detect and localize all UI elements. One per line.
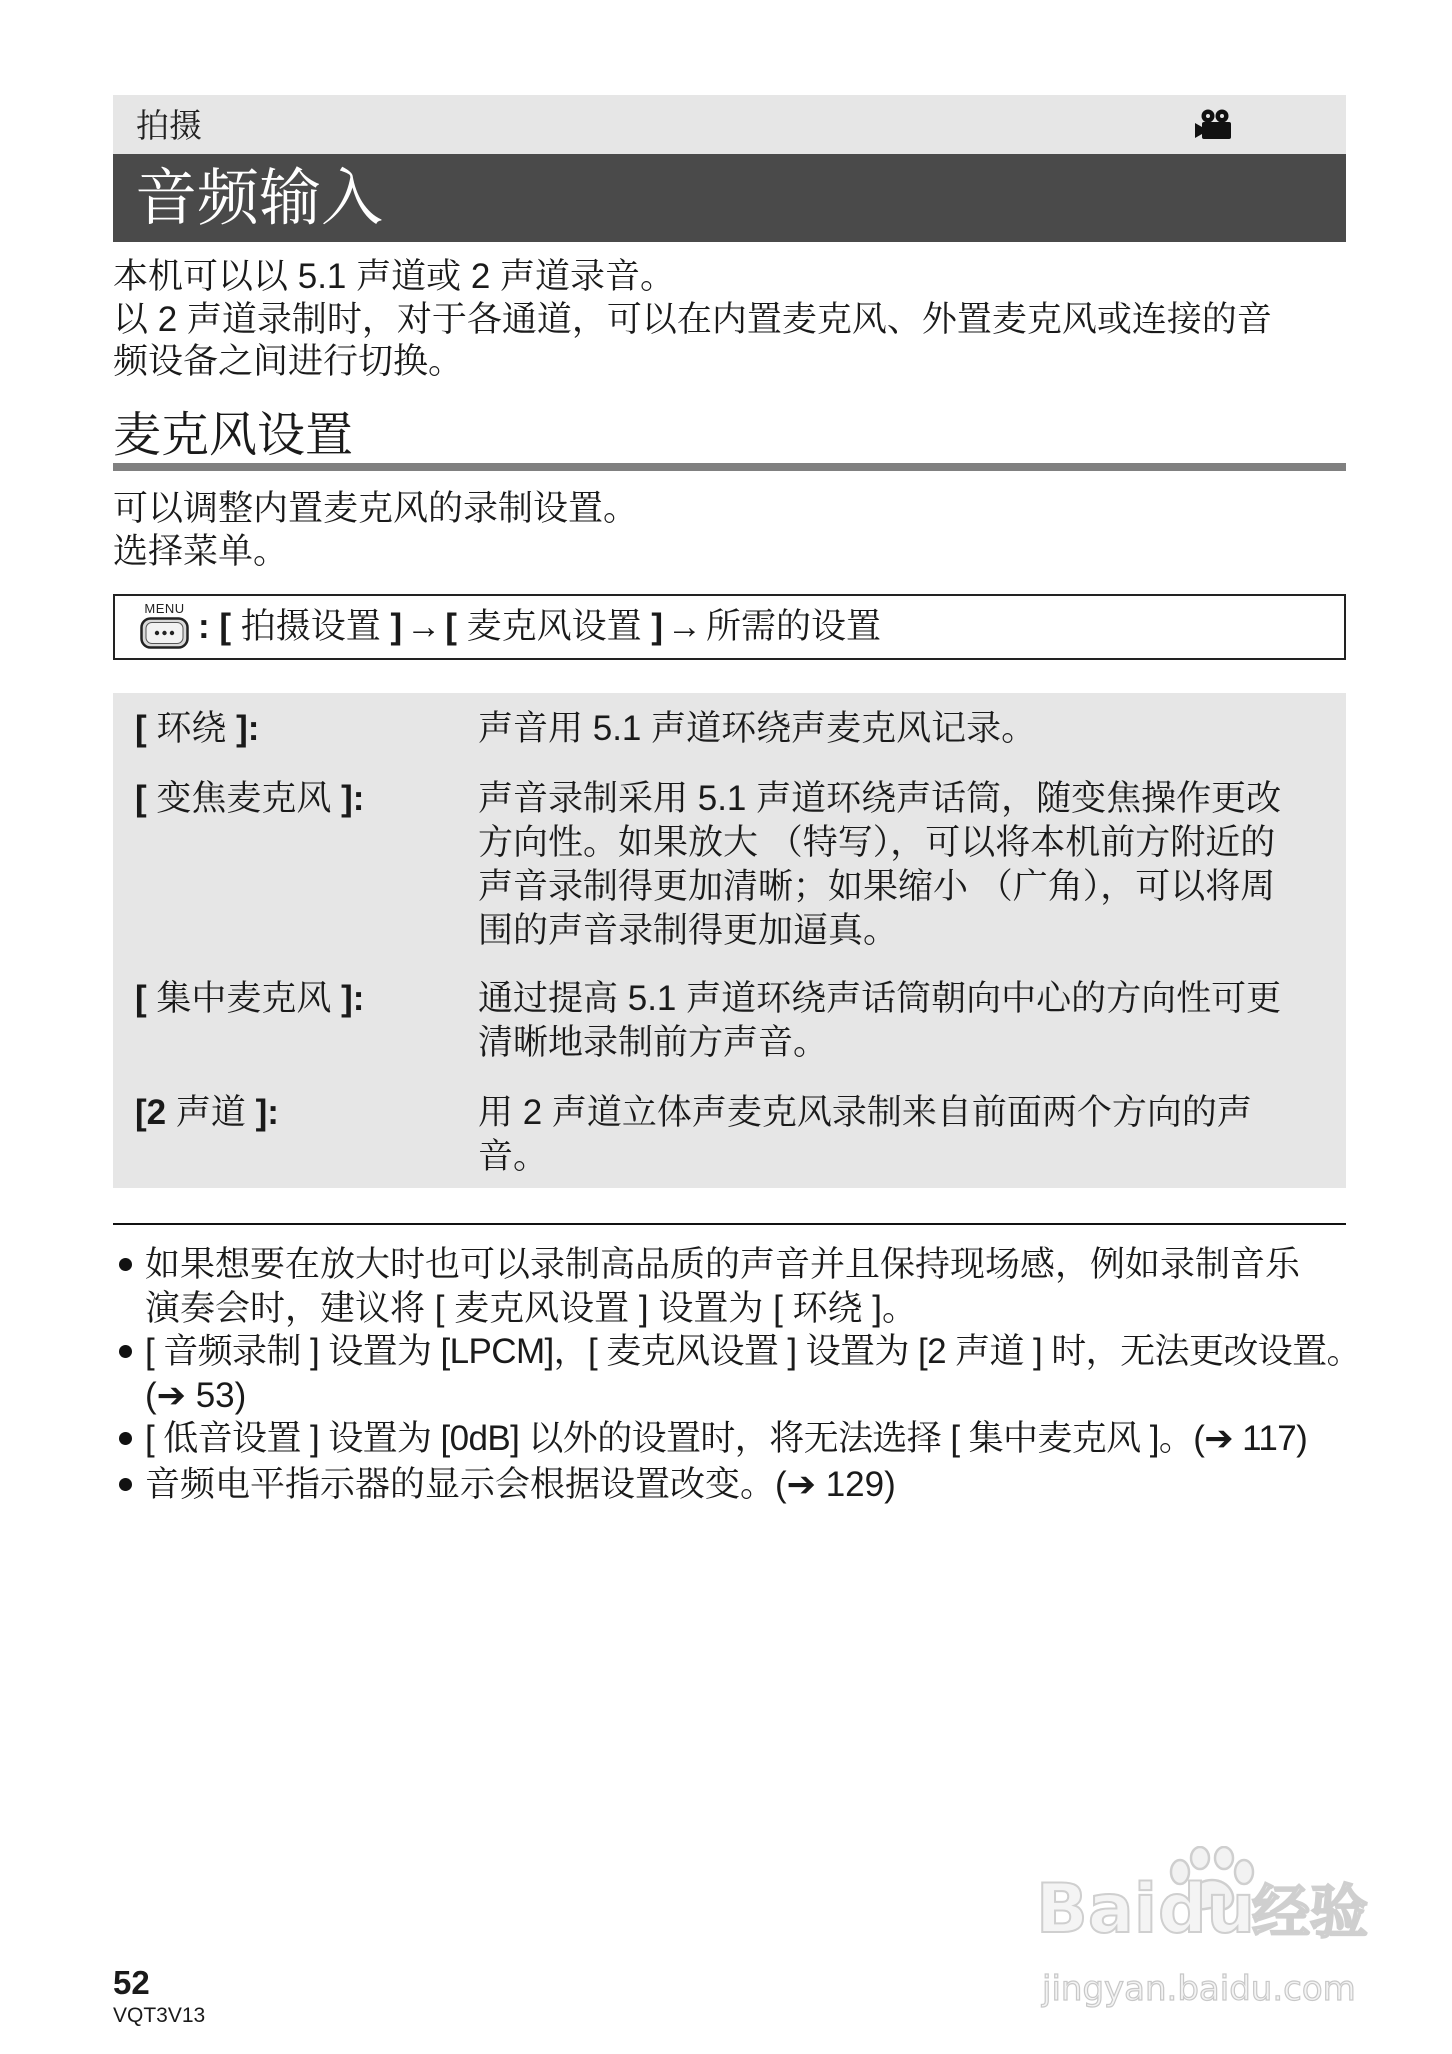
menu-step-shooting-settings: 拍摄设置: [240, 607, 381, 646]
menu-step-desired-setting: 所需的设置: [705, 607, 881, 646]
description-line: 声音用 5.1 声道环绕声麦克风记录。: [478, 709, 1037, 748]
title-bar: [113, 154, 1346, 242]
options-table: [113, 693, 1346, 1188]
page-number: 52: [113, 1964, 150, 2001]
option-description: [478, 777, 1281, 953]
label-bracket-close: ]:: [341, 779, 365, 818]
label-bracket-close: ]:: [236, 709, 260, 748]
note-text: [145, 1463, 896, 1507]
heading-rule: [113, 463, 1346, 471]
intro-line: 以 2 声道录制时，对于各通道，可以在内置麦克风、外置麦克风或连接的音: [113, 299, 1272, 339]
menu-bracket-open: [: [219, 607, 232, 646]
notes-separator: [113, 1223, 1346, 1225]
menu-bracket-close: ]: [390, 607, 403, 646]
option-description: [478, 977, 1281, 1065]
note-text: [145, 1243, 1300, 1331]
watermark-brand-cn: 经验: [1252, 1878, 1369, 1946]
option-name: 声道: [175, 1093, 246, 1132]
description-line: 清晰地录制前方声音。: [478, 1023, 829, 1062]
section-header-bar: [113, 95, 1346, 154]
instruction-description: 可以调整内置麦克风的录制设置。: [113, 489, 639, 528]
page-title: 音频输入: [135, 164, 384, 233]
bullet-icon: [119, 1432, 132, 1445]
description-line: 方向性。如果放大 （特写），可以将本机前方附近的: [478, 823, 1276, 862]
intro-paragraph: [113, 256, 1272, 384]
note-line: 如果想要在放大时也可以录制高品质的声音并且保持现场感，例如录制音乐: [145, 1245, 1301, 1284]
label-bracket-open: [: [135, 979, 147, 1018]
option-description: [478, 707, 1036, 751]
intro-line: 本机可以以 5.1 声道或 2 声道录音。: [113, 257, 676, 296]
menu-button-icon: [140, 617, 189, 649]
description-line: 声音录制采用 5.1 声道环绕声话筒，随变焦操作更改: [478, 779, 1282, 818]
option-name: 环绕: [156, 709, 227, 748]
option-name: 变焦麦克风: [156, 779, 332, 818]
note-line: [ 音频录制 ] 设置为 [LPCM]，[ 麦克风设置 ] 设置为 [2 声道 ] 时，无法更改设置。: [145, 1332, 1361, 1371]
note-text: [145, 1417, 1307, 1461]
label-bracket-open: [: [135, 709, 147, 748]
menu-colon: :: [198, 607, 210, 646]
note-line: [ 低音设置 ] 设置为 [0dB] 以外的设置时，将无法选择 [ 集中麦克风 ]。(➔ 117): [145, 1419, 1308, 1458]
intro-line: 频设备之间进行切换。: [113, 342, 464, 381]
video-camera-icon: [1193, 108, 1235, 142]
watermark-url: jingyan.baidu.com: [1042, 1969, 1356, 2009]
note-text: [145, 1330, 1361, 1418]
note-line: (➔ 53): [145, 1376, 247, 1415]
description-line: 围的声音录制得更加逼真。: [478, 911, 899, 950]
menu-arrow: →: [406, 607, 442, 646]
menu-button-label: MENU: [144, 601, 185, 616]
option-name: 集中麦克风: [156, 979, 332, 1018]
description-line: 音。: [478, 1137, 549, 1176]
document-code: VQT3V13: [113, 2004, 206, 2027]
section-label: 拍摄: [136, 107, 202, 144]
option-label: [135, 977, 364, 1021]
bullet-icon: [119, 1478, 132, 1491]
option-label: [135, 777, 364, 821]
label-bracket-open: [2: [135, 1093, 167, 1132]
option-label: [135, 707, 259, 751]
note-line: 音频电平指示器的显示会根据设置改变。(➔ 129): [145, 1465, 896, 1504]
menu-bracket-close: ]: [651, 607, 663, 646]
menu-step-mic-settings: 麦克风设置: [466, 607, 642, 646]
note-line: 演奏会时，建议将 [ 麦克风设置 ] 设置为 [ 环绕 ]。: [145, 1289, 917, 1328]
menu-arrow: →: [666, 607, 702, 646]
menu-path-text: [198, 596, 881, 658]
description-line: 用 2 声道立体声麦克风录制来自前面两个方向的声: [478, 1093, 1252, 1132]
label-bracket-close: ]:: [341, 979, 365, 1018]
description-line: 通过提高 5.1 声道环绕声话筒朝向中心的方向性可更: [478, 979, 1282, 1018]
watermark-brand-a: Bai: [1036, 1870, 1158, 1949]
option-description: [478, 1091, 1252, 1179]
bullet-icon: [119, 1345, 132, 1358]
description-line: 声音录制得更加清晰；如果缩小 （广角），可以将周: [478, 867, 1276, 906]
section-heading: 麦克风设置: [113, 409, 354, 462]
bullet-icon: [119, 1258, 132, 1271]
watermark-brand-b: du: [1158, 1870, 1256, 1949]
menu-path-box: [113, 594, 1346, 660]
instructions: [113, 487, 638, 573]
option-label: [135, 1091, 279, 1135]
instruction-step: 选择菜单。: [113, 532, 289, 571]
label-bracket-open: [: [135, 779, 147, 818]
baidu-watermark: [1030, 1840, 1390, 2025]
menu-bracket-open: [: [445, 607, 457, 646]
label-bracket-close: ]:: [255, 1093, 279, 1132]
